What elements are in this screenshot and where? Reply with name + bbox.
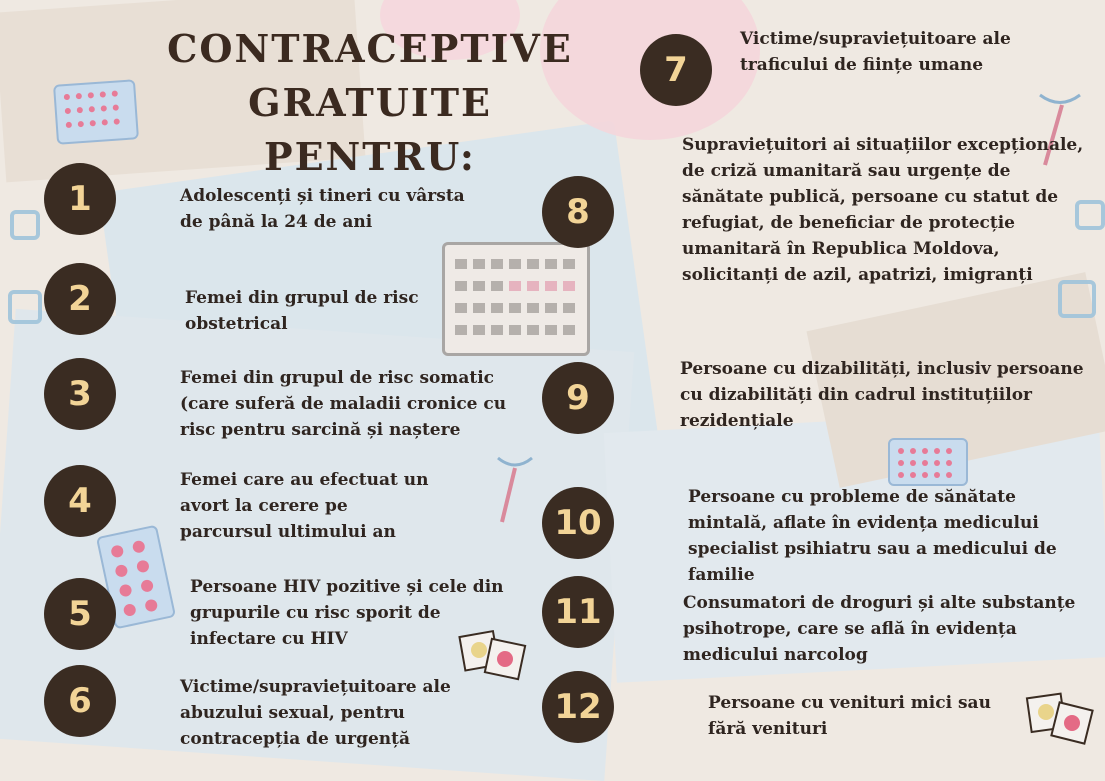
title-line: GRATUITE PENTRU:: [248, 80, 492, 179]
pill-blister-icon: [53, 79, 139, 145]
item-text: Adolescenți și tineri cu vârsta de până la 24 de ani: [180, 186, 465, 232]
item-text: Femei care au efectuat un avort la cerere pe parcursul ultimului an: [180, 470, 429, 542]
item-number-badge: 11: [542, 576, 614, 648]
item-number-badge: 4: [44, 465, 116, 537]
item-text: Femei din grupul de risc somatic (care suferă de maladii cronice cu risc pentru sarcină și naștere: [180, 368, 507, 440]
item-number-badge: 9: [542, 362, 614, 434]
condom-pack-icon: [1025, 690, 1095, 750]
pill-blister-icon: [888, 438, 968, 486]
item-text: Femei din grupul de risc obstetrical: [185, 288, 419, 334]
item-text: Persoane cu dizabilități, inclusiv persoane cu dizabilități din cadrul instituțiilor rezidențiale: [680, 359, 1084, 431]
item-number-badge: 1: [44, 163, 116, 235]
title-line: CONTRACEPTIVE: [167, 26, 573, 71]
item-number-badge: 3: [44, 358, 116, 430]
item-text: Supraviețuitori ai situațiilor excepționale, de criză umanitară sau urgențe de sănătate publică, persoane cu statut de refugiat, de beneficiar de protecție umanitară în Republica Moldova, solicitanți de azil, apatrizi, imigranți: [682, 135, 1084, 285]
item-text: Persoane cu venituri mici sau fără venituri: [708, 693, 991, 739]
iud-icon: [490, 450, 540, 530]
item-number-badge: 5: [44, 578, 116, 650]
item-number-badge: 8: [542, 176, 614, 248]
item-text: Consumatori de droguri și alte substanțe psihotrope, care se află în evidența medicului narcolog: [683, 593, 1076, 665]
page-title: [150, 22, 590, 184]
item-text: Victime/supraviețuitoare ale abuzului sexual, pentru contracepția de urgență: [180, 677, 451, 749]
square-decoration-icon: [10, 210, 40, 240]
item-text: Persoane cu probleme de sănătate mintală, aflate în evidența medicului specialist psihiatru sau a medicului de familie: [688, 487, 1057, 585]
item-number-badge: 12: [542, 671, 614, 743]
item-number-badge: 7: [640, 34, 712, 106]
item-number-badge: 10: [542, 487, 614, 559]
calendar-icon: [442, 242, 590, 356]
item-number-badge: 2: [44, 263, 116, 335]
square-decoration-icon: [8, 290, 42, 324]
item-text: Persoane HIV pozitive și cele din grupurile cu risc sporit de infectare cu HIV: [190, 577, 504, 649]
item-text: Victime/supraviețuitoare ale traficului de ființe umane: [740, 29, 1011, 75]
item-number-badge: 6: [44, 665, 116, 737]
